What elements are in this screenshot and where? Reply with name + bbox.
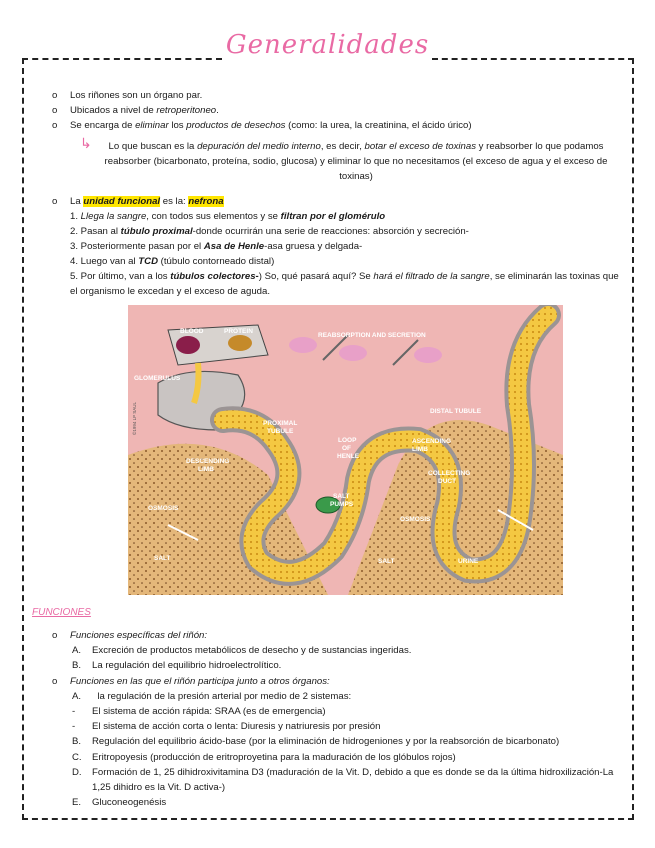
label-protein: PROTEIN (224, 328, 253, 335)
funciones-section (30, 628, 625, 810)
text-italic: productos de desechos (186, 120, 286, 131)
sub-item (30, 750, 625, 765)
letter-marker: B. (72, 660, 82, 672)
text: es la: (160, 196, 189, 207)
bullet-marker: o (52, 675, 58, 687)
text: Excreción de productos metabólicos de desecho y de sustancias ingeridas. (92, 645, 412, 657)
sub-item (30, 795, 625, 810)
text: -donde ocurrirán una serie de reacciones: absorción y secreción- (192, 226, 469, 237)
text-bold-italic: TCD (138, 256, 158, 267)
bullet-marker: o (52, 120, 58, 131)
text: la regulación de la presión arterial por medio de 2 sistemas: (97, 690, 352, 702)
text: Lo que buscan es la (108, 141, 198, 152)
text: los (168, 120, 187, 131)
text: La (70, 196, 84, 207)
text: (como: la urea, la creatinina, el ácido úrico) (285, 120, 472, 131)
text: y reabsorber lo que podamos reabsorber (bicarbonato, proteína, sodio, glucosa) y eliminar lo que no necesitamos (el exceso de agua y el exceso de toxinas) (104, 141, 608, 182)
step-4 (30, 254, 620, 269)
text: ) So, qué pasará aquí? Se (258, 271, 374, 282)
text-italic: botar el exceso de toxinas (364, 141, 477, 152)
label-distal: DISTAL TUBULE (430, 408, 482, 415)
label-salt-pumps-1: SALT (333, 493, 350, 500)
text: El sistema de acción corta o lenta: Diuresis y natriuresis por presión (92, 721, 381, 733)
text: 4. Luego van al (70, 256, 139, 267)
label-proximal: PROXIMAL (263, 420, 298, 427)
step-5 (30, 269, 620, 299)
list-item (30, 194, 620, 209)
text: 5. Por último, van a los (70, 271, 171, 282)
letter-marker: A. (72, 690, 82, 702)
highlight: unidad funcional (83, 196, 161, 207)
figure-credit: ©1994 LP SAUL (132, 401, 137, 435)
label-duct: DUCT (438, 478, 457, 485)
nephron-svg (128, 305, 563, 595)
text-italic: hará el filtrado de la sangre (373, 271, 490, 282)
text-bold-italic: Asa de Henle (203, 241, 265, 252)
label-collecting: COLLECTING (428, 470, 471, 477)
text: Regulación del equilibrio ácido-base (por la eliminación de hidrogeniones y por la reabsorción de bicarbonato) (92, 736, 560, 748)
text-italic: Funciones en las que el riñón participa junto a otros órganos: (70, 675, 330, 687)
bullet-marker: o (52, 196, 58, 207)
label-salt-pumps-2: PUMPS (330, 501, 354, 508)
label-loop: LOOP (338, 437, 357, 444)
sub-item (30, 734, 625, 749)
reabsorption-blob (339, 345, 367, 361)
text: . (216, 105, 219, 116)
letter-marker: D. (72, 766, 82, 778)
page-title: Generalidades (225, 30, 430, 60)
label-henle: HENLE (337, 453, 360, 460)
step-3 (30, 239, 620, 254)
text: 3. Posteriormente pasan por el (70, 241, 204, 252)
text: , se eliminarán las toxinas que el organismo le excedan y el exceso de aguda. (70, 271, 619, 297)
list-item (30, 118, 620, 133)
arrow-note (30, 135, 620, 184)
text: -asa gruesa y delgada- (264, 241, 363, 252)
sub-item (30, 765, 625, 795)
list-item (30, 103, 620, 118)
step-1 (30, 209, 620, 224)
funciones-heading: FUNCIONES (32, 607, 91, 618)
label-tubule: TUBULE (267, 428, 294, 435)
letter-marker: E. (72, 797, 82, 809)
text: , con todos sus elementos y se (146, 211, 281, 222)
label-glomerulus: GLOMERULUS (134, 375, 181, 382)
letter-marker: A. (72, 645, 82, 657)
list-item (30, 88, 620, 103)
letter-marker: B. (72, 736, 82, 748)
label-osmosis-right: OSMOSIS (400, 516, 431, 523)
text-italic: Funciones específicas del riñón: (70, 630, 208, 641)
label-limb: LIMB (198, 466, 214, 473)
text: Ubicados a nivel de (70, 105, 157, 116)
text: 1. (70, 211, 81, 222)
sub-item (30, 704, 625, 719)
sub-item (30, 658, 625, 673)
text: 2. Pasan al (70, 226, 121, 237)
list-item (30, 674, 625, 689)
label-reabsorption: REABSORPTION AND SECRETION (318, 332, 426, 339)
label-osmosis-left: OSMOSIS (148, 505, 179, 512)
text: Los riñones son un órgano par. (70, 90, 203, 101)
text-bold-italic: túbulo proximal (120, 226, 193, 237)
reabsorption-blob (414, 347, 442, 363)
label-ascending: ASCENDING (412, 438, 452, 445)
text: Formación de 1, 25 dihidroxivitamina D3 (maduración de la Vit. D, debido a que es donde se da la última hidroxilización-La 1,25 dihidro es la Vit. D activa-) (92, 766, 614, 794)
text: Gluconeogenésis (92, 797, 167, 809)
text: El sistema de acción rápida: SRAA (es de emergencia) (92, 706, 326, 718)
text-bold-italic: filtran por el glomérulo (280, 211, 386, 222)
text-italic: depuración del medio interno (197, 141, 321, 152)
bullet-marker: o (52, 630, 58, 641)
text-bold-italic: túbulos colectores- (170, 271, 259, 282)
protein-blob (228, 335, 252, 351)
dash-marker: - (72, 706, 76, 718)
arrow-icon: ↳ (80, 135, 92, 151)
label-descending: DESCENDING (186, 458, 230, 465)
highlight: nefrona (188, 196, 224, 207)
text-italic: Llega la sangre (80, 211, 147, 222)
sub-item (30, 719, 625, 734)
intro-section (30, 88, 620, 299)
step-2 (30, 224, 620, 239)
text: , es decir, (320, 141, 365, 152)
dash-marker: - (72, 721, 76, 733)
letter-marker: C. (72, 751, 82, 763)
text-italic: retroperitoneo (156, 105, 217, 116)
text-italic: eliminar (135, 120, 169, 131)
text: Se encarga de (70, 120, 136, 131)
nephron-illustration (128, 305, 563, 595)
sub-item (30, 643, 625, 658)
text: La regulación del equilibrio hidroelectrolítico. (92, 660, 282, 672)
label-urine: URINE (458, 558, 479, 565)
text: Eritropoyesis (producción de eritroproyetina para la maduración de los glóbulos rojos) (92, 751, 456, 763)
reabsorption-blob (289, 337, 317, 353)
list-item (30, 628, 625, 643)
bullet-marker: o (52, 90, 58, 101)
label-salt-right: SALT (378, 558, 395, 565)
label-salt-left: SALT (154, 555, 171, 562)
text: (túbulo contorneado distal) (158, 256, 275, 267)
blood-cell (176, 336, 200, 354)
sub-item (30, 689, 625, 704)
bullet-marker: o (52, 105, 58, 116)
label-of: OF (342, 445, 352, 452)
label-blood: BLOOD (180, 328, 204, 335)
label-asc-limb: LIMB (412, 446, 428, 453)
